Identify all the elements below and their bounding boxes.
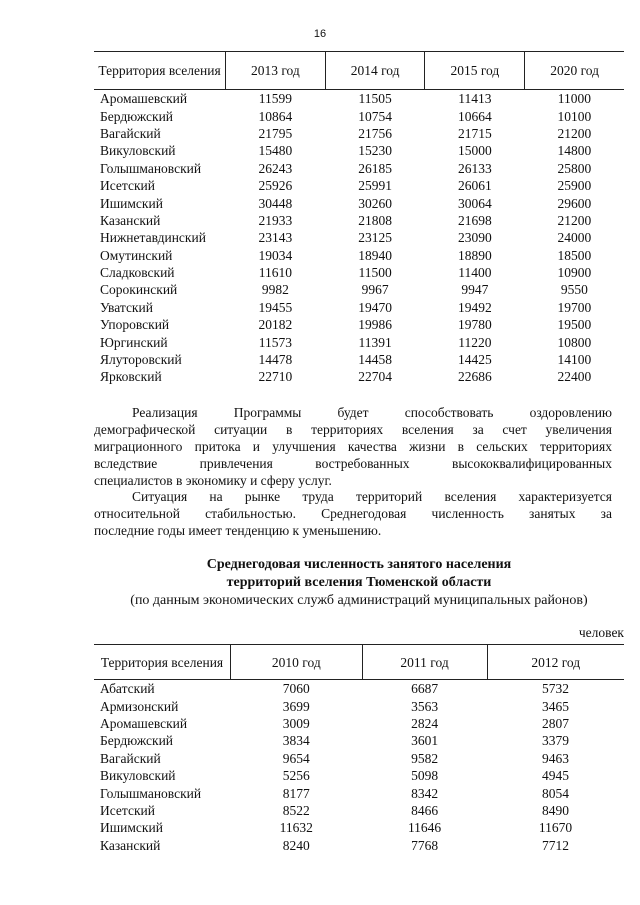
value-cell: 21795 bbox=[258, 125, 293, 141]
value-cell: 21715 bbox=[457, 125, 492, 141]
table-row bbox=[94, 212, 624, 229]
territory-name-cell: Ишимский bbox=[100, 195, 163, 211]
table-body bbox=[94, 90, 624, 386]
header-2015: 2015 год bbox=[425, 52, 525, 90]
territory-name-cell: Абатский bbox=[100, 681, 155, 697]
value-cell: 14478 bbox=[258, 352, 293, 368]
value-cell: 30064 bbox=[457, 195, 492, 211]
value-cell: 10800 bbox=[557, 334, 592, 350]
header-2012: 2012 год bbox=[487, 645, 624, 680]
header-territory: Территория вселения bbox=[94, 645, 230, 680]
heading-line-3: (по данным экономических служб администраций муниципальных районов) bbox=[130, 593, 588, 608]
value-cell: 20182 bbox=[258, 317, 293, 333]
value-cell: 3601 bbox=[411, 733, 439, 749]
value-cell: 14800 bbox=[557, 143, 592, 159]
value-cell: 19500 bbox=[557, 317, 592, 333]
table-row bbox=[94, 247, 624, 264]
territory-name-cell: Ишимский bbox=[100, 820, 163, 836]
value-cell: 21808 bbox=[358, 212, 392, 228]
value-cell: 19034 bbox=[258, 247, 293, 263]
territory-name-cell: Сорокинский bbox=[100, 282, 178, 298]
territory-name-cell: Ялуторовский bbox=[100, 352, 182, 368]
territory-name-cell: Исетский bbox=[100, 178, 155, 194]
value-cell: 9654 bbox=[282, 750, 310, 766]
table-row bbox=[94, 333, 624, 350]
paragraph-line: специалистов в экономику и сферу услуг. bbox=[94, 473, 332, 488]
value-cell: 11000 bbox=[557, 91, 591, 107]
territory-name-cell: Казанский bbox=[100, 837, 161, 853]
value-cell: 18940 bbox=[358, 247, 392, 263]
paragraph-line: вследствие привлечения востребованных высококвалифицированных bbox=[94, 456, 612, 471]
value-cell: 7060 bbox=[282, 681, 310, 697]
value-cell: 19455 bbox=[258, 299, 293, 315]
paragraph-program bbox=[94, 404, 612, 472]
value-cell: 11573 bbox=[258, 334, 292, 350]
value-cell: 30448 bbox=[258, 195, 293, 211]
value-cell: 8342 bbox=[411, 785, 439, 801]
territory-name-cell: Голышмановский bbox=[100, 785, 202, 801]
value-cell: 11391 bbox=[358, 334, 392, 350]
value-cell: 6687 bbox=[411, 681, 439, 697]
table-body bbox=[94, 680, 624, 854]
value-cell: 9582 bbox=[411, 750, 439, 766]
value-cell: 8054 bbox=[542, 785, 569, 801]
value-cell: 11400 bbox=[458, 265, 492, 281]
table-row bbox=[94, 229, 624, 246]
value-cell: 21756 bbox=[358, 125, 392, 141]
value-cell: 3563 bbox=[411, 698, 439, 714]
value-cell: 10754 bbox=[358, 108, 392, 124]
value-cell: 8466 bbox=[411, 802, 439, 818]
territory-name-cell: Упоровский bbox=[100, 317, 170, 333]
value-cell: 11500 bbox=[358, 265, 392, 281]
value-cell: 23143 bbox=[258, 230, 293, 246]
unit-label: человек bbox=[578, 625, 624, 640]
value-cell: 3834 bbox=[282, 733, 310, 749]
value-cell: 10100 bbox=[557, 108, 592, 124]
value-cell: 25926 bbox=[258, 178, 293, 194]
value-cell: 14458 bbox=[358, 352, 392, 368]
table-row bbox=[94, 194, 624, 211]
population-table-2013-2020 bbox=[94, 51, 624, 386]
paragraph-line: демографической ситуации в территориях вселения за счет увеличения bbox=[94, 422, 612, 437]
table-row bbox=[94, 351, 624, 368]
paragraph-labor bbox=[94, 488, 612, 522]
value-cell: 2807 bbox=[542, 715, 569, 731]
header-2011: 2011 год bbox=[362, 645, 487, 680]
value-cell: 9947 bbox=[461, 282, 489, 298]
table-header-row bbox=[94, 52, 624, 90]
paragraph-line: относительной стабильностью. Среднегодовая численность занятых за bbox=[94, 506, 612, 521]
value-cell: 2824 bbox=[411, 715, 439, 731]
value-cell: 22686 bbox=[457, 369, 492, 385]
value-cell: 8490 bbox=[542, 802, 569, 818]
value-cell: 3379 bbox=[542, 733, 569, 749]
heading-line-2: территорий вселения Тюменской области bbox=[226, 575, 492, 590]
paragraph-program-last bbox=[94, 472, 612, 489]
value-cell: 11670 bbox=[538, 820, 573, 836]
value-cell: 7712 bbox=[542, 837, 569, 853]
value-cell: 9967 bbox=[361, 282, 389, 298]
value-cell: 3009 bbox=[282, 715, 310, 731]
territory-name-cell: Викуловский bbox=[100, 143, 176, 159]
value-cell: 5732 bbox=[542, 681, 569, 697]
paragraph-line: Реализация Программы будет способствовать оздоровлению bbox=[132, 405, 612, 420]
territory-name-cell: Аромашевский bbox=[100, 91, 188, 107]
value-cell: 19780 bbox=[457, 317, 492, 333]
table-row bbox=[94, 177, 624, 194]
value-cell: 3465 bbox=[542, 698, 569, 714]
table-row bbox=[94, 368, 624, 385]
value-cell: 9550 bbox=[560, 282, 588, 298]
value-cell: 8522 bbox=[282, 802, 310, 818]
value-cell: 26185 bbox=[358, 160, 392, 176]
value-cell: 22710 bbox=[258, 369, 293, 385]
value-cell: 22704 bbox=[358, 369, 392, 385]
paragraph-line: последние годы имеет тенденцию к уменьшению. bbox=[94, 523, 382, 538]
value-cell: 19492 bbox=[457, 299, 492, 315]
header-2013: 2013 год bbox=[226, 52, 326, 90]
table-row bbox=[94, 784, 624, 801]
value-cell: 3699 bbox=[282, 698, 310, 714]
value-cell: 11610 bbox=[258, 265, 292, 281]
table-row bbox=[94, 837, 624, 854]
value-cell: 11413 bbox=[458, 91, 492, 107]
value-cell: 11505 bbox=[358, 91, 392, 107]
value-cell: 10900 bbox=[557, 265, 592, 281]
paragraph-line: миграционного притока и улучшения качества жизни в сельских территориях bbox=[94, 439, 612, 454]
table-row bbox=[94, 264, 624, 281]
territory-name-cell: Аромашевский bbox=[100, 715, 188, 731]
value-cell: 23090 bbox=[457, 230, 492, 246]
value-cell: 26243 bbox=[258, 160, 293, 176]
value-cell: 21933 bbox=[258, 212, 293, 228]
value-cell: 15230 bbox=[358, 143, 392, 159]
value-cell: 26133 bbox=[457, 160, 492, 176]
heading-line-1: Среднегодовая численность занятого населения bbox=[206, 557, 512, 572]
value-cell: 10664 bbox=[457, 108, 492, 124]
territory-name-cell: Вагайский bbox=[100, 125, 161, 141]
value-cell: 19700 bbox=[557, 299, 592, 315]
paragraph-line: Ситуация на рынке труда территорий вселения характеризуется bbox=[132, 489, 612, 504]
header-territory: Территория вселения bbox=[94, 52, 226, 90]
territory-name-cell: Армизонский bbox=[100, 698, 179, 714]
value-cell: 19986 bbox=[358, 317, 392, 333]
territory-name-cell: Бердюжский bbox=[100, 108, 174, 124]
table-row bbox=[94, 715, 624, 732]
value-cell: 8240 bbox=[282, 837, 310, 853]
table-header-row bbox=[94, 645, 624, 680]
value-cell: 18500 bbox=[557, 247, 592, 263]
value-cell: 18890 bbox=[457, 247, 492, 263]
table-row bbox=[94, 125, 624, 142]
territory-name-cell: Казанский bbox=[100, 212, 161, 228]
header-2014: 2014 год bbox=[325, 52, 425, 90]
value-cell: 23125 bbox=[358, 230, 392, 246]
territory-name-cell: Исетский bbox=[100, 802, 155, 818]
value-cell: 9982 bbox=[261, 282, 289, 298]
value-cell: 14100 bbox=[557, 352, 592, 368]
value-cell: 5256 bbox=[282, 768, 310, 784]
table-row bbox=[94, 107, 624, 124]
table-row bbox=[94, 90, 624, 108]
territory-name-cell: Юргинский bbox=[100, 334, 168, 350]
table-row bbox=[94, 299, 624, 316]
value-cell: 14425 bbox=[457, 352, 492, 368]
table-row bbox=[94, 160, 624, 177]
value-cell: 11632 bbox=[279, 820, 313, 836]
paragraph-labor-last bbox=[94, 522, 612, 539]
territory-name-cell: Голышмановский bbox=[100, 160, 202, 176]
value-cell: 7768 bbox=[411, 837, 439, 853]
territory-name-cell: Бердюжский bbox=[100, 733, 174, 749]
value-cell: 25900 bbox=[557, 178, 592, 194]
table-row bbox=[94, 732, 624, 749]
value-cell: 11220 bbox=[458, 334, 492, 350]
value-cell: 9463 bbox=[542, 750, 569, 766]
value-cell: 21200 bbox=[557, 212, 592, 228]
table-row bbox=[94, 767, 624, 784]
value-cell: 19470 bbox=[358, 299, 392, 315]
territory-name-cell: Викуловский bbox=[100, 768, 176, 784]
value-cell: 22400 bbox=[557, 369, 592, 385]
value-cell: 25991 bbox=[358, 178, 392, 194]
value-cell: 21698 bbox=[457, 212, 492, 228]
page-number: 16 bbox=[313, 28, 327, 40]
value-cell: 26061 bbox=[457, 178, 492, 194]
section-heading bbox=[94, 556, 624, 610]
table-row bbox=[94, 697, 624, 714]
value-cell: 10864 bbox=[258, 108, 293, 124]
table-row bbox=[94, 802, 624, 819]
table-row bbox=[94, 750, 624, 767]
value-cell: 15480 bbox=[258, 143, 293, 159]
table-row bbox=[94, 281, 624, 298]
value-cell: 30260 bbox=[358, 195, 392, 211]
value-cell: 4945 bbox=[542, 768, 569, 784]
table-row bbox=[94, 142, 624, 159]
territory-name-cell: Нижнетавдинский bbox=[100, 230, 206, 246]
value-cell: 25800 bbox=[557, 160, 592, 176]
header-2020: 2020 год bbox=[525, 52, 624, 90]
territory-name-cell: Уватский bbox=[100, 299, 153, 315]
value-cell: 11599 bbox=[258, 91, 292, 107]
territory-name-cell: Омутинский bbox=[100, 247, 173, 263]
territory-name-cell: Сладковский bbox=[100, 265, 175, 281]
employment-table-2010-2012 bbox=[94, 644, 624, 854]
value-cell: 21200 bbox=[557, 125, 592, 141]
table-row bbox=[94, 316, 624, 333]
territory-name-cell: Вагайский bbox=[100, 750, 161, 766]
territory-name-cell: Ярковский bbox=[100, 369, 162, 385]
table-row bbox=[94, 819, 624, 836]
table-row bbox=[94, 680, 624, 698]
value-cell: 5098 bbox=[411, 768, 439, 784]
value-cell: 8177 bbox=[282, 785, 310, 801]
value-cell: 29600 bbox=[557, 195, 592, 211]
header-2010: 2010 год bbox=[230, 645, 362, 680]
value-cell: 24000 bbox=[557, 230, 592, 246]
value-cell: 15000 bbox=[457, 143, 492, 159]
value-cell: 11646 bbox=[407, 820, 442, 836]
